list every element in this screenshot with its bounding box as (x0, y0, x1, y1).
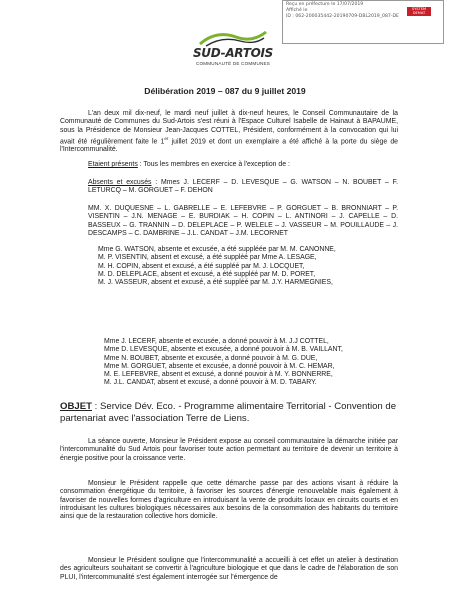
stamp-act-id: ID : 062-200035442-20190709-DBL2019_087-DE (286, 14, 399, 20)
pouvoir-item: Mme M. GORGUET, absente et excusée, a donné pouvoir à M. C. HEMAR, (104, 362, 335, 370)
intro-sup: er (164, 135, 169, 141)
present-text: : Tous les membres en exercice à l'exception de : (137, 161, 290, 168)
pouvoirs-list (104, 338, 404, 388)
suppleant-item: M. J. VASSEUR, absent et excusé, a été suppléé par M. J.Y. HARMEGNIES, (98, 279, 333, 287)
sud-artois-logo (188, 28, 278, 76)
pouvoir-item: Mme J. LECERF, absente et excusée, a donné pouvoir à M. J.J COTTEL, (104, 338, 329, 345)
stamp-posted-date: Affiché le (286, 8, 308, 14)
stamp-received-date: Reçu en préfecture le 17/07/2019 (286, 2, 364, 7)
absent-members: MM. X. DUQUESNE – L. GABRELLE – E. LEFEBVRE – P. GORGUET – B. BRONNIART – P. VISENTIN – J.N. MENAGE – E. BURDIAK – H. COPIN – L. ANTINORI – J. CAPELLE – D. BASSEUX – G. TRANNIN – D. DELEPLACE – P. WELELE – J. VASSEUR – M. POUILLAUDE – J. DESCAMPS – C. DAMBRINE – J.L. CANDAT – J.M. LECORNET (88, 205, 398, 237)
pouvoir-item: M. J.L. CANDAT, absent et excusé, a donné pouvoir à M. D. TABARY. (104, 379, 317, 387)
deliberation-heading: Délibération 2019 – 087 du 9 juillet 2019 (144, 86, 306, 96)
objet-label: OBJET (60, 401, 92, 412)
paragraph-text: La séance ouverte, Monsieur le Président expose au conseil communautaire la démarche initiée par l'intercommunalité du Sud Artois pour favoriser toute action permettant au territoire de devenir un territoire à énergie positive pour la croissance verte. (60, 438, 398, 462)
absents-text: : Mmes J. LECERF – D. LEVESQUE – G. WATSON – N. BOUBET – F. LETURCQ – M. GORGUET – F. DEHON (88, 179, 398, 195)
stamp-badge: SYSTEM DEMAT (407, 7, 431, 16)
absent-members-block (88, 205, 398, 238)
logo-wave-icon (192, 28, 272, 48)
absents-block (88, 179, 398, 196)
suppleant-item: M. D. DELEPLACE, absent et excusé, a été suppléé par M. D. PORET, (98, 270, 316, 278)
suppleant-item: Mme G. WATSON, absente et excusée, a été suppléée par M. M. CANONNE, (98, 246, 336, 253)
body-paragraph (60, 557, 398, 582)
objet-heading (60, 401, 400, 424)
logo-tagline: COMMUNAUTÉ DE COMMUNES (195, 61, 271, 66)
present-line (88, 161, 398, 169)
pouvoir-item: M. E. LEFEBVRE, absent et excusé, a donné pouvoir à M. Y. BONNERRE, (104, 371, 333, 379)
pouvoir-item: Mme N. BOUBET, absente et excusée, a donné pouvoir à M. G. DUE, (104, 354, 318, 362)
suppleants-list (98, 246, 398, 287)
suppleant-item: M. P. VISENTIN, absent et excusé, a été suppléé par Mme A. LESAGE, (98, 254, 317, 262)
body-paragraph (60, 438, 398, 463)
present-label: Etaient présents (88, 161, 138, 168)
intro-text: L'an deux mil dix-neuf, le mardi neuf juillet à dix-neuf heures, le Conseil Communautaire de la Communauté de Communes du Sud-Artois s'est réuni à l'Espace Culturel Isabelle de Hainaut à BAPAUME, sous la Présidence de Monsieur Jean-Jacques COTTEL, Président, conformément à la convocation qui lui avait été régulièrement faite le 1 (60, 110, 398, 146)
paragraph-text: Monsieur le Président rappelle que cette démarche passe par des actions visant à réduire la consommation énergétique du territoire, à favoriser les sources d'énergie renouvelable mais également à favoriser de nouvelles formes d'agriculture en introduisant la vente de produits locaux en circuits courts et en introduisant les cultures biologiques nécessaires aux besoins de la consommation des habitants du territoire ainsi que de la restauration collective hors domicile. (60, 480, 398, 521)
objet-text: : Service Dév. Eco. - Programme alimentaire Territorial - Convention de partenariat avec l'association Terre de Liens. (60, 401, 397, 424)
intro-text-end: juillet 2019 et dont un exemplaire a été affiché à la porte du siège de l'Intercommunalité. (60, 138, 398, 154)
suppleant-item: M. H. COPIN, absent et excusé, a été suppléé par M. J. LOCQUET, (98, 262, 305, 270)
prefecture-stamp (282, 0, 444, 44)
absents-label: Absents et excusés (88, 179, 152, 186)
logo-name: SUD-ARTOIS (192, 46, 274, 60)
pouvoir-item: Mme D. LEVESQUE, absente et excusée, a donné pouvoir à M. B. VAILLANT, (104, 346, 343, 354)
paragraph-text: Monsieur le Président souligne que l'intercommunalité a accueilli à cet effet un atelier à destination des agriculteurs souhaitant se convertir à l'agriculture biologique et que dans le cadre de l'élaboration de son PLUI, l'intercommunalité s'est également interrogée sur l'émergence de (60, 557, 398, 581)
intro-paragraph (60, 110, 398, 155)
body-paragraph (60, 480, 398, 521)
